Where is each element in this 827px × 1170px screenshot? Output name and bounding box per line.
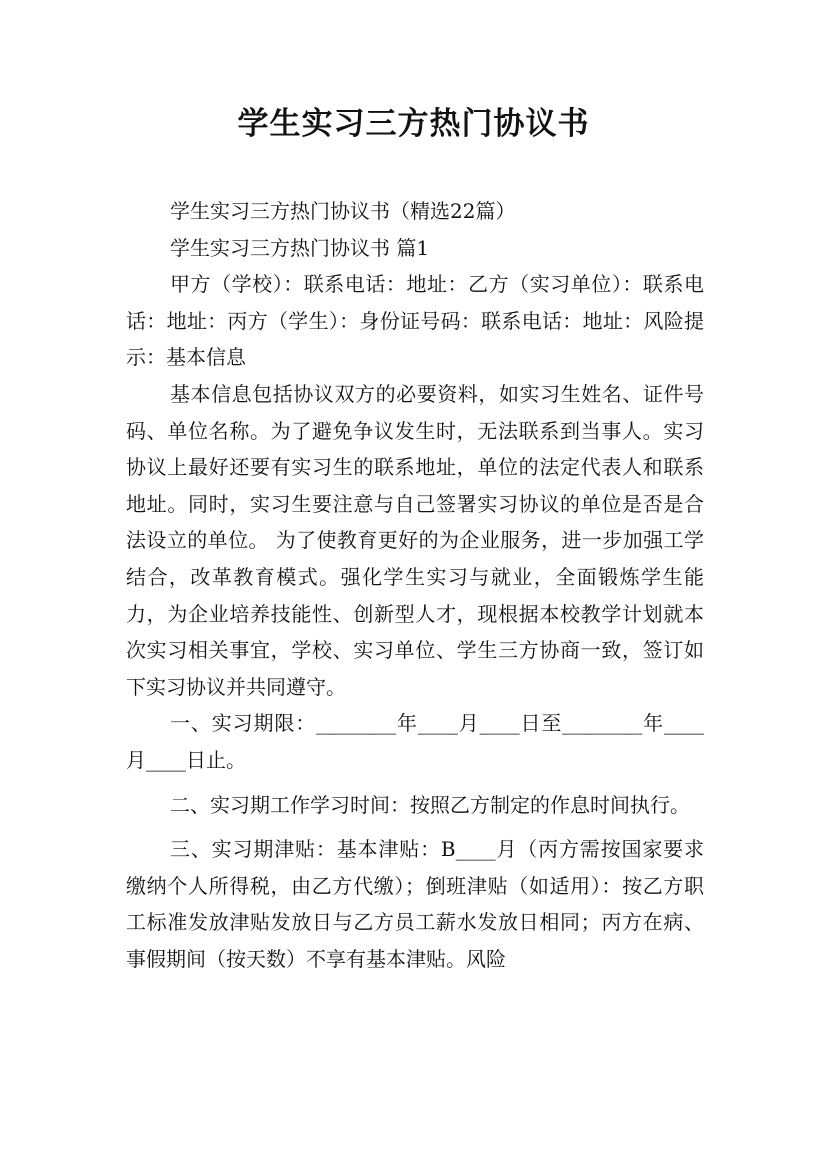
- document-title: 学生实习三方热门协议书: [237, 106, 590, 142]
- paragraph-clause-2: 二、实习期工作学习时间：按照乙方制定的作息时间执行。: [170, 792, 690, 817]
- paragraph-section-heading: 学生实习三方热门协议书 篇1: [170, 235, 430, 260]
- paragraph-clause-1: 一、实习期限：________年____月____日至________年____月____日止。: [126, 711, 704, 772]
- paragraph-clause-3: 三、实习期津贴：基本津贴：B____月（丙方需按国家要求缴纳个人所得税，由乙方代缴）；倒班津贴（如适用）：按乙方职工标准发放津贴发放日与乙方员工薪水发放日相同；丙方在病、事假期间（按天数）不享有基本津贴。风险: [126, 837, 704, 971]
- paragraph-basic-info: 基本信息包括协议双方的必要资料，如实习生姓名、证件号码、单位名称。为了避免争议发生时，无法联系到当事人。实习协议上最好还要有实习生的联系地址，单位的法定代表人和联系地址。同时，实习生要注意与自己签署实习协议的单位是否是合法设立的单位。 为了使教育更好的为企业服务，进一步加强工学结合，改革教育模式。强化学生实习与就业，全面锻炼学生能力，为企业培养技能性、创新型人才，现根据本校教学计划就本次实习相关事宜，学校、实习单位、学生三方协商一致，签订如下实习协议并共同遵守。: [126, 381, 704, 699]
- paragraph-parties: 甲方（学校）：联系电话：地址：乙方（实习单位）：联系电话：地址：丙方（学生）：身份证号码：联系电话：地址：风险提示：基本信息: [126, 272, 704, 370]
- document-body: [126, 193, 704, 977]
- paragraph-subtitle: 学生实习三方热门协议书（精选22篇）: [170, 199, 516, 223]
